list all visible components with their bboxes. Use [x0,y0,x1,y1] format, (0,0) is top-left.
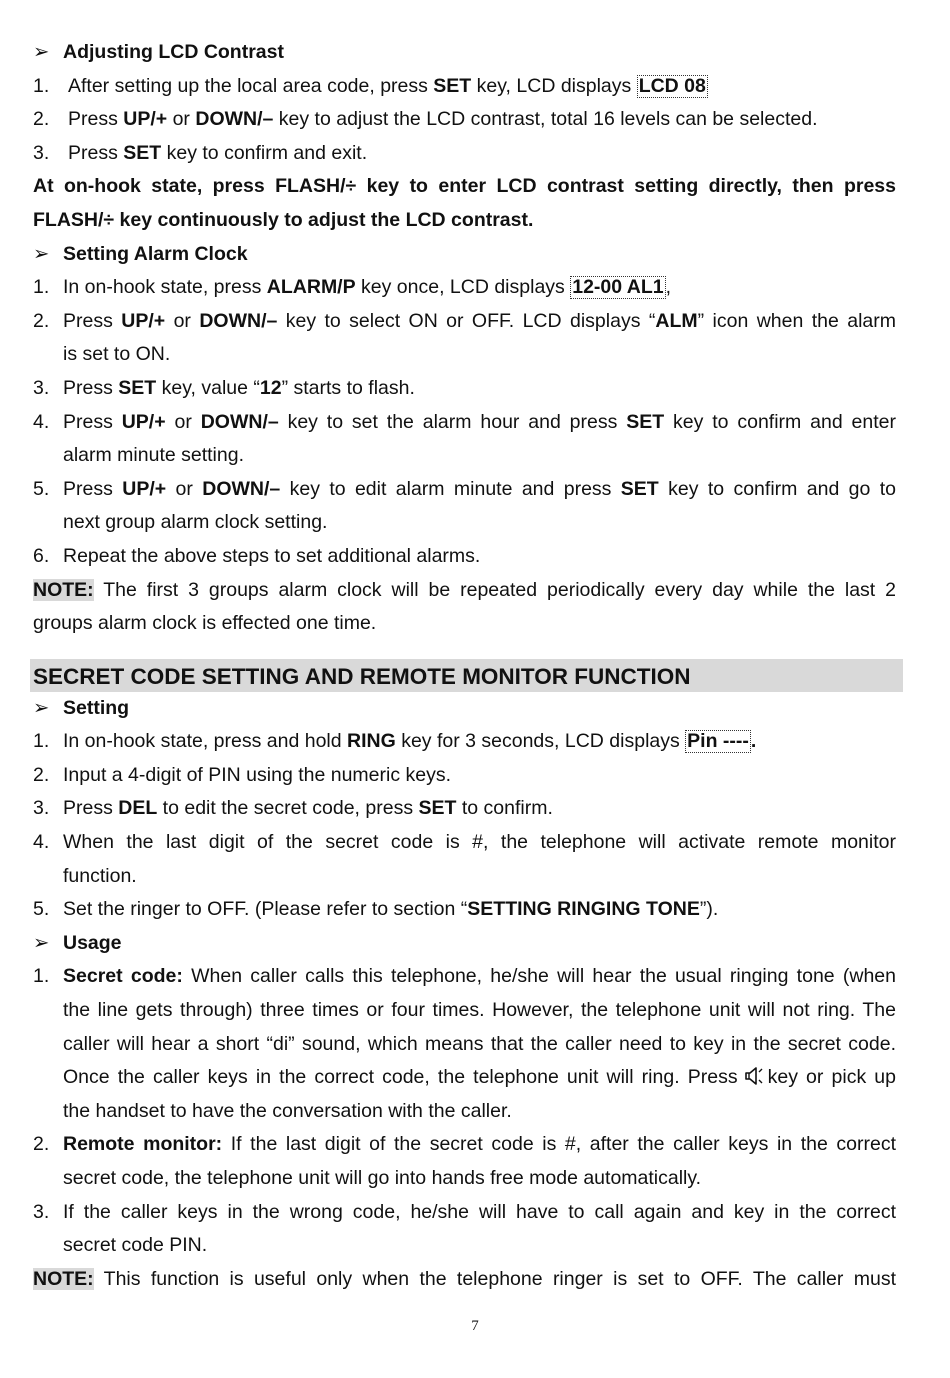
list-item: 2. Press UP/+ or DOWN/– key to adjust the LCD contrast, total 16 levels can be selected. [33,108,818,131]
list-item-continuation: secret code PIN. [63,1234,208,1257]
arrow-bullet-icon: ➢ [33,931,50,954]
speaker-icon [744,1063,764,1081]
arrow-bullet-icon: ➢ [33,696,50,719]
list-item: 1. In on-hook state, press and hold RING key for 3 seconds, LCD displays Pin ---- . [33,730,757,753]
lcd-display-value: LCD 08 [638,74,706,97]
lcd-display-value: Pin ---- [687,730,749,753]
heading-usage: ➢ Usage [33,927,896,961]
lcd-display-value: 12-00 AL1 [572,276,664,299]
list-item: 5. Set the ringer to OFF. (Please refer to section “SETTING RINGING TONE”). [33,898,719,921]
list-item: 5. Press UP/+ or DOWN/– key to edit alarm minute and press SET key to confirm and go to [33,477,896,500]
list-item: 1. In on-hook state, press ALARM/P key once, LCD displays 12-00 AL1 , [33,276,672,299]
list-item: 3. Press SET key, value “12” starts to flash. [33,376,415,399]
note-paragraph-continuation: groups alarm clock is effected one time. [33,612,377,635]
list-item-continuation: secret code, the telephone unit will go into hands free mode automatically. [63,1167,702,1189]
list-item: 6. Repeat the above steps to set additional alarms. [33,544,481,567]
list-item-continuation: is set to ON. [63,343,171,366]
list-item: 2. Input a 4-digit of PIN using the numeric keys. [33,763,452,786]
list-item-continuation: the line gets through) three times or four times. However, the telephone unit will not ring. The [63,999,896,1022]
list-item-continuation: the handset to have the conversation with the caller. [63,1099,512,1122]
heading-lcd-contrast: ➢ Adjusting LCD Contrast [33,36,896,70]
list-item-continuation: Once the caller keys in the correct code, the telephone unit will ring. Press key or pick up [33,1061,896,1095]
list-item: 2. Remote monitor: If the last digit of the secret code is #, after the caller keys in the correct [33,1133,896,1156]
bold-instruction: FLASH/÷ key continuously to adjust the LCD contrast. [33,208,534,231]
heading-setting: ➢ Setting [33,692,896,726]
note-label: NOTE: [33,1267,94,1290]
list-item: 3. Press SET key to confirm and exit. [33,141,368,164]
list-item: 4. When the last digit of the secret code is #, the telephone will activate remote monitor [33,831,896,854]
list-item: 2. Press UP/+ or DOWN/– key to select ON or OFF. LCD displays “ALM” icon when the alarm [33,309,896,332]
list-item-continuation: caller will hear a short “di” sound, which means that the caller need to key in the secret code. [63,1032,896,1055]
list-item: 4. Press UP/+ or DOWN/– key to set the alarm hour and press SET key to confirm and enter [33,410,896,433]
list-item: 3. If the caller keys in the wrong code, he/she will have to call again and key in the correct [33,1200,896,1223]
list-item-continuation: next group alarm clock setting. [63,511,328,534]
list-item: 3. Press DEL to edit the secret code, press SET to confirm. [33,797,553,820]
note-paragraph: NOTE: The first 3 groups alarm clock will be repeated periodically every day while the last 2 [33,578,896,601]
arrow-bullet-icon: ➢ [33,242,50,265]
bold-instruction: At on-hook state, press FLASH/÷ key to enter LCD contrast setting directly, then press [33,175,896,198]
note-label: NOTE: [33,578,94,601]
page-number: 7 [471,1318,479,1334]
manual-page [33,36,896,1296]
list-item: 1. Secret code: When caller calls this telephone, he/she will hear the usual ringing tone (when [33,965,896,988]
note-paragraph: NOTE: This function is useful only when the telephone ringer is set to OFF. The caller must [33,1267,896,1290]
section-title: SECRET CODE SETTING AND REMOTE MONITOR FUNCTION [30,659,903,692]
arrow-bullet-icon: ➢ [33,41,50,63]
list-item-continuation: alarm minute setting. [63,444,244,467]
list-item-continuation: function. [63,864,137,887]
list-item: 1. After setting up the local area code, press SET key, LCD displays LCD 08 [33,74,706,97]
heading-alarm-clock: ➢ Setting Alarm Clock [33,238,896,272]
